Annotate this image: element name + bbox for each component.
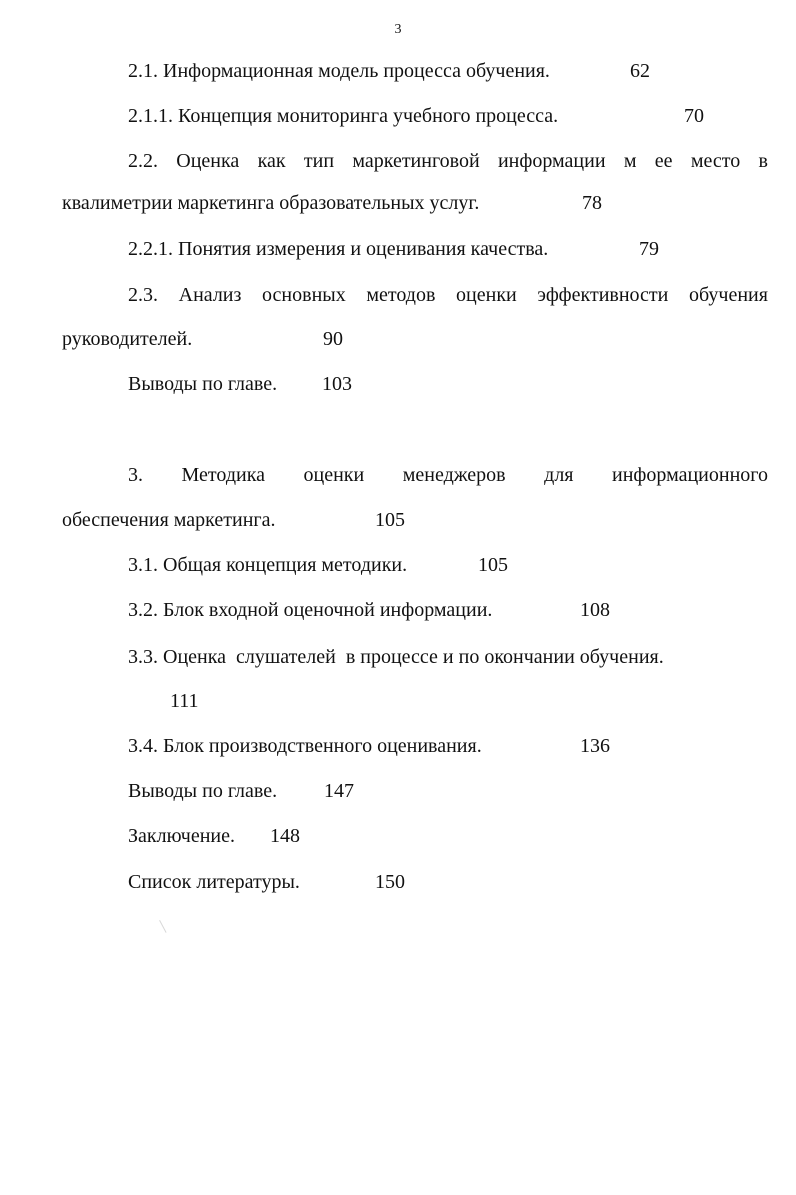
toc-entry-3-1 (128, 552, 508, 578)
toc-entry-title: 2.2.1. Понятия измерения и оценивания качества. (128, 238, 549, 260)
toc-entry-page: 103 (322, 373, 352, 395)
toc-entry-conclusion (128, 823, 300, 849)
toc-entry-2-2-1 (128, 236, 659, 262)
toc-entry-page: 148 (270, 825, 300, 847)
toc-word: менеджеров (402, 464, 506, 486)
toc-entry-title: 2.1. Информационная модель процесса обучения. (128, 60, 550, 82)
toc-entry-references (128, 869, 405, 895)
toc-entry-page: 105 (478, 554, 508, 576)
toc-entry-page: 108 (580, 599, 610, 621)
toc-word: место (690, 150, 741, 172)
toc-entry-title: Выводы по главе. (128, 373, 278, 395)
toc-word: 2.2. (128, 150, 158, 172)
toc-word: тип (303, 150, 335, 172)
toc-entry-title: 3.1. Общая концепция методики. (128, 554, 408, 576)
toc-word: информации (497, 150, 606, 172)
toc-entry-title: Список литературы. (128, 871, 300, 893)
toc-word: м (623, 150, 637, 172)
toc-entry-page: 136 (580, 735, 610, 757)
toc-entry-title: Заключение. (128, 825, 235, 847)
toc-entry-3-2 (128, 597, 610, 623)
toc-word: Оценка (176, 150, 240, 172)
toc-word: ее (654, 150, 673, 172)
toc-word: основных (262, 284, 346, 306)
toc-entry-2-1-1 (128, 103, 704, 129)
toc-word: для (544, 464, 574, 486)
page-number: 3 (394, 22, 402, 37)
toc-entry-title: 3.4. Блок производственного оценивания. (128, 735, 482, 757)
toc-word: оценки (456, 284, 517, 306)
toc-entry-2-2-line1 (128, 148, 768, 174)
toc-word: маркетинговой (352, 150, 480, 172)
toc-entry-chapter3-conclusions (128, 778, 354, 804)
toc-entry-3-line2 (62, 507, 405, 533)
toc-word: в (758, 150, 768, 172)
toc-word: информационного (612, 464, 768, 486)
toc-entry-2-3-line1 (128, 282, 768, 308)
toc-entry-2-2-line2 (62, 190, 602, 216)
toc-entry-page: 150 (375, 871, 405, 893)
toc-word: 3. (128, 464, 143, 486)
toc-entry-page: 111 (170, 690, 199, 712)
toc-entry-chapter2-conclusions (128, 371, 352, 397)
toc-entry-title: 3.3. Оценка слушателей в процессе и по окончании обучения. (128, 646, 664, 668)
toc-entry-page: 78 (582, 192, 602, 214)
toc-entry-title: 3.2. Блок входной оценочной информации. (128, 599, 493, 621)
toc-entry-page: 62 (630, 60, 650, 82)
toc-entry-page: 105 (375, 509, 405, 531)
toc-word: обучения (689, 284, 768, 306)
toc-entry-title: обеспечения маркетинга. (62, 509, 276, 531)
toc-word: методов (366, 284, 436, 306)
toc-entry-2-3-line2 (62, 326, 343, 352)
toc-word: Методика (181, 464, 265, 486)
scan-speck (159, 917, 172, 933)
toc-entry-page: 79 (639, 238, 659, 260)
toc-entry-page: 147 (324, 780, 354, 802)
toc-entry-title: квалиметрии маркетинга образовательных услуг. (62, 192, 480, 214)
toc-word: Анализ (178, 284, 242, 306)
toc-entry-page: 70 (684, 105, 704, 127)
toc-entry-title: Выводы по главе. (128, 780, 278, 802)
toc-entry-title: 2.1.1. Концепция мониторинга учебного процесса. (128, 105, 559, 127)
toc-word: 2.3. (128, 284, 158, 306)
toc-entry-title: руководителей. (62, 328, 193, 350)
toc-word: оценки (303, 464, 365, 486)
toc-entry-2-1 (128, 58, 650, 84)
toc-entry-page: 90 (323, 328, 343, 350)
toc-word: как (257, 150, 286, 172)
toc-entry-3-4 (128, 733, 610, 759)
toc-entry-3-3-page-line (170, 688, 199, 714)
toc-entry-3-3 (128, 644, 664, 670)
toc-entry-3-line1 (128, 462, 768, 488)
toc-word: эффективности (537, 284, 669, 306)
